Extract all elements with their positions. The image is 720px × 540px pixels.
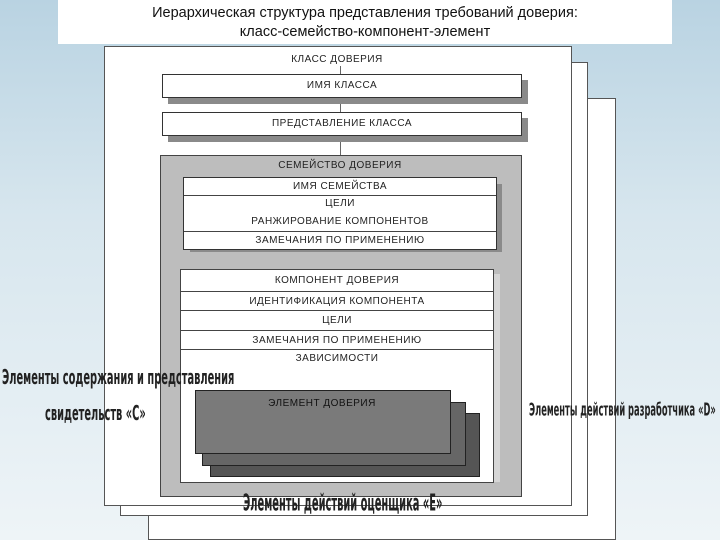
family-row-notes: ЗАМЕЧАНИЯ ПО ПРИМЕНЕНИЮ [184, 232, 496, 249]
developer-elements-label: Элементы действий разработчика «D» [529, 399, 716, 420]
family-row-ranking: РАНЖИРОВАНИЕ КОМПОНЕНТОВ [184, 212, 496, 232]
evaluator-elements-label: Элементы действий оценщика «Е» [243, 490, 443, 517]
family-row-name: ИМЯ СЕМЕЙСТВА [184, 178, 496, 196]
component-row-id: ИДЕНТИФИКАЦИЯ КОМПОНЕНТА [181, 292, 493, 311]
content-elements-label-line-1: Элементы содержания и представления [2, 366, 235, 390]
connector-line [340, 66, 341, 74]
class-label: КЛАСС ДОВЕРИЯ [291, 54, 383, 65]
title-box [58, 0, 672, 44]
family-box [183, 177, 497, 250]
component-row-dependencies: ЗАВИСИМОСТИ [181, 350, 493, 368]
family-row-goals: ЦЕЛИ [184, 196, 496, 212]
component-row-notes: ЗАМЕЧАНИЯ ПО ПРИМЕНЕНИЮ [181, 331, 493, 350]
class-name-box: ИМЯ КЛАССА [162, 74, 522, 98]
content-elements-label-line-2: свидетельств «С» [45, 402, 146, 426]
family-label: СЕМЕЙСТВО ДОВЕРИЯ [278, 160, 402, 171]
class-presentation-box: ПРЕДСТАВЛЕНИЕ КЛАССА [162, 112, 522, 136]
title-line-2: класс-семейство-компонент-элемент [239, 24, 491, 40]
component-row-name: КОМПОНЕНТ ДОВЕРИЯ [181, 270, 493, 292]
component-row-goals: ЦЕЛИ [181, 311, 493, 331]
element-label: ЭЛЕМЕНТ ДОВЕРИЯ [268, 398, 376, 409]
title-line-1: Иерархическая структура представления требований доверия: [152, 5, 578, 21]
